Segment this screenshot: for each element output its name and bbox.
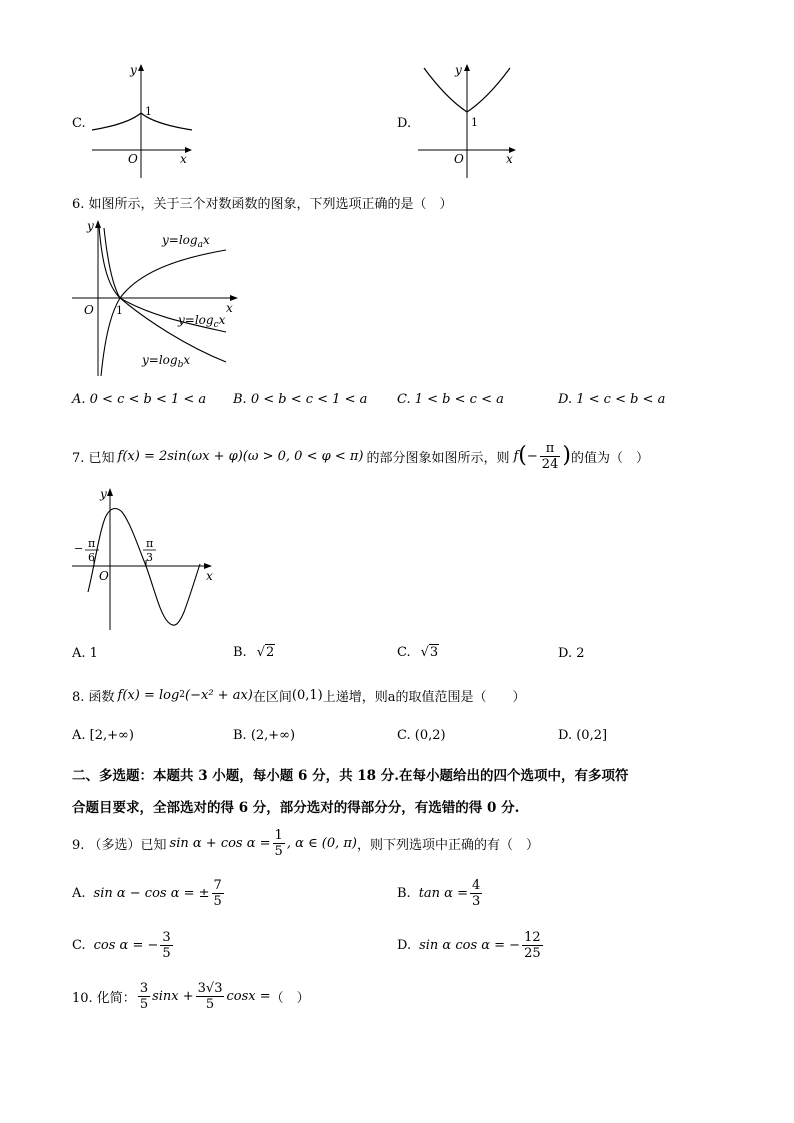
q7-option-c[interactable]: C. √ 3 <box>397 644 439 660</box>
q5c-origin-label: O <box>128 152 138 166</box>
q6-graph <box>70 216 242 382</box>
q5d-origin-label: O <box>454 152 464 166</box>
q6-y-axis-label: y <box>87 219 94 233</box>
section2-line1: 二、多选题：本题共 3 小题，每小题 6 分，共 18 分.在每小题给出的四个选项中，有多项符 <box>72 768 629 784</box>
q6-origin-label: O <box>84 303 94 317</box>
q5-option-c-graph <box>88 60 198 182</box>
q7-y-axis-label: y <box>100 487 107 501</box>
svg-text:−: − <box>74 542 84 555</box>
q9-option-c[interactable]: C. cos α = − $\frac{3}{5}$ <box>72 929 171 961</box>
q5c-one-label: 1 <box>145 105 152 118</box>
q7-sqrt-c: 3 <box>429 645 439 660</box>
q6-label-c: $y=\log_cx$ <box>178 313 226 330</box>
q6-option-c[interactable]: C. 1 < b < c < a <box>397 392 504 407</box>
q7-tick-left-den: 6 <box>88 551 95 564</box>
q9-option-b[interactable]: B. tan α = $\frac{4}{3}$ <box>397 877 481 909</box>
q8-stem: 8. 函数 f(x) = log 2 (−x² + ax) 在区间 (0,1) 上递增，则a的取值范围是（ ） <box>72 687 526 705</box>
q6-label-a: $y=\log_ax$ <box>162 233 210 250</box>
q7-func: f(x) = 2sin(ωx + φ)(ω > 0, 0 < φ < π) <box>117 448 364 464</box>
q6-stem: 6. 如图所示，关于三个对数函数的图象，下列选项正确的是（ ） <box>72 197 453 212</box>
q5d-one-label: 1 <box>471 116 478 129</box>
q7-prefix: 7. 已知 <box>72 450 115 466</box>
q7-fcall: f <box>513 448 519 464</box>
q5c-y-axis-label: y <box>130 63 137 77</box>
q7-graph <box>70 484 226 632</box>
q6-label-b: $y=\log_bx$ <box>142 353 191 370</box>
q7-fden: 24 <box>541 456 559 472</box>
q5-option-d-label: D. <box>397 116 412 131</box>
q6-option-d[interactable]: D. 1 < c < b < a <box>558 392 666 407</box>
q7-option-b[interactable]: B. √ 2 <box>233 644 275 660</box>
q7-sqrt-b: 2 <box>265 645 275 660</box>
q6-option-b[interactable]: B. 0 < b < c < 1 < a <box>233 392 368 407</box>
q5-option-d-graph <box>414 60 524 182</box>
q7-mid: 的部分图象如图所示，则 <box>366 450 510 466</box>
q5-option-c-label: C. <box>72 116 86 131</box>
q7-stem: 7. 已知 f(x) = 2sin(ωx + φ)(ω > 0, 0 < φ < π) 的部分图象如图所示，则 f ( − $\frac{\pi}{24}$ ) 的值为（ ） <box>72 440 649 472</box>
q6-x-axis-label: x <box>226 301 233 315</box>
q7-fnum: π <box>540 442 561 457</box>
q8-option-b[interactable]: B. (2,+∞) <box>233 728 296 743</box>
q8-option-c[interactable]: C. (0,2) <box>397 728 446 743</box>
q5c-x-axis-label: x <box>180 152 187 166</box>
q7-tick-left-num: π <box>88 537 96 550</box>
q8-option-a[interactable]: A. [2,+∞) <box>72 728 134 743</box>
q6-one-label: 1 <box>116 304 123 317</box>
q7-option-a[interactable]: A. 1 <box>72 646 98 661</box>
q9-option-d[interactable]: D. sin α cos α = − $\frac{12}{25}$ <box>397 929 541 961</box>
q10-stem: 10. 化简： $\frac{3}{5}$ sinx + $\frac{3√3}{5}$ cosx = （ ） <box>72 980 310 1012</box>
q5d-y-axis-label: y <box>455 63 462 77</box>
q8-option-d[interactable]: D. (0,2] <box>558 728 608 743</box>
q7-option-d[interactable]: D. 2 <box>558 646 585 661</box>
q7-x-axis-label: x <box>206 569 213 583</box>
q9-stem: 9. （多选）已知 sin α + cos α = $\frac{1}{5}$ , α ∈ (0, π) ，则下列选项中正确的有（ ） <box>72 827 539 859</box>
section2-line2: 合题目要求，全部选对的得 6 分，部分选对的得部分分，有选错的得 0 分. <box>72 800 520 816</box>
q5d-x-axis-label: x <box>506 152 513 166</box>
q9-option-a[interactable]: A. sin α − cos α = ± $\frac{7}{5}$ <box>72 877 222 909</box>
q6-option-a[interactable]: A. 0 < c < b < 1 < a <box>72 392 207 407</box>
q7-tick-right-den: 3 <box>146 551 153 564</box>
q7-suffix: 的值为（ ） <box>570 450 649 466</box>
q7-origin-label: O <box>99 569 109 583</box>
q7-tick-right-num: π <box>146 537 154 550</box>
